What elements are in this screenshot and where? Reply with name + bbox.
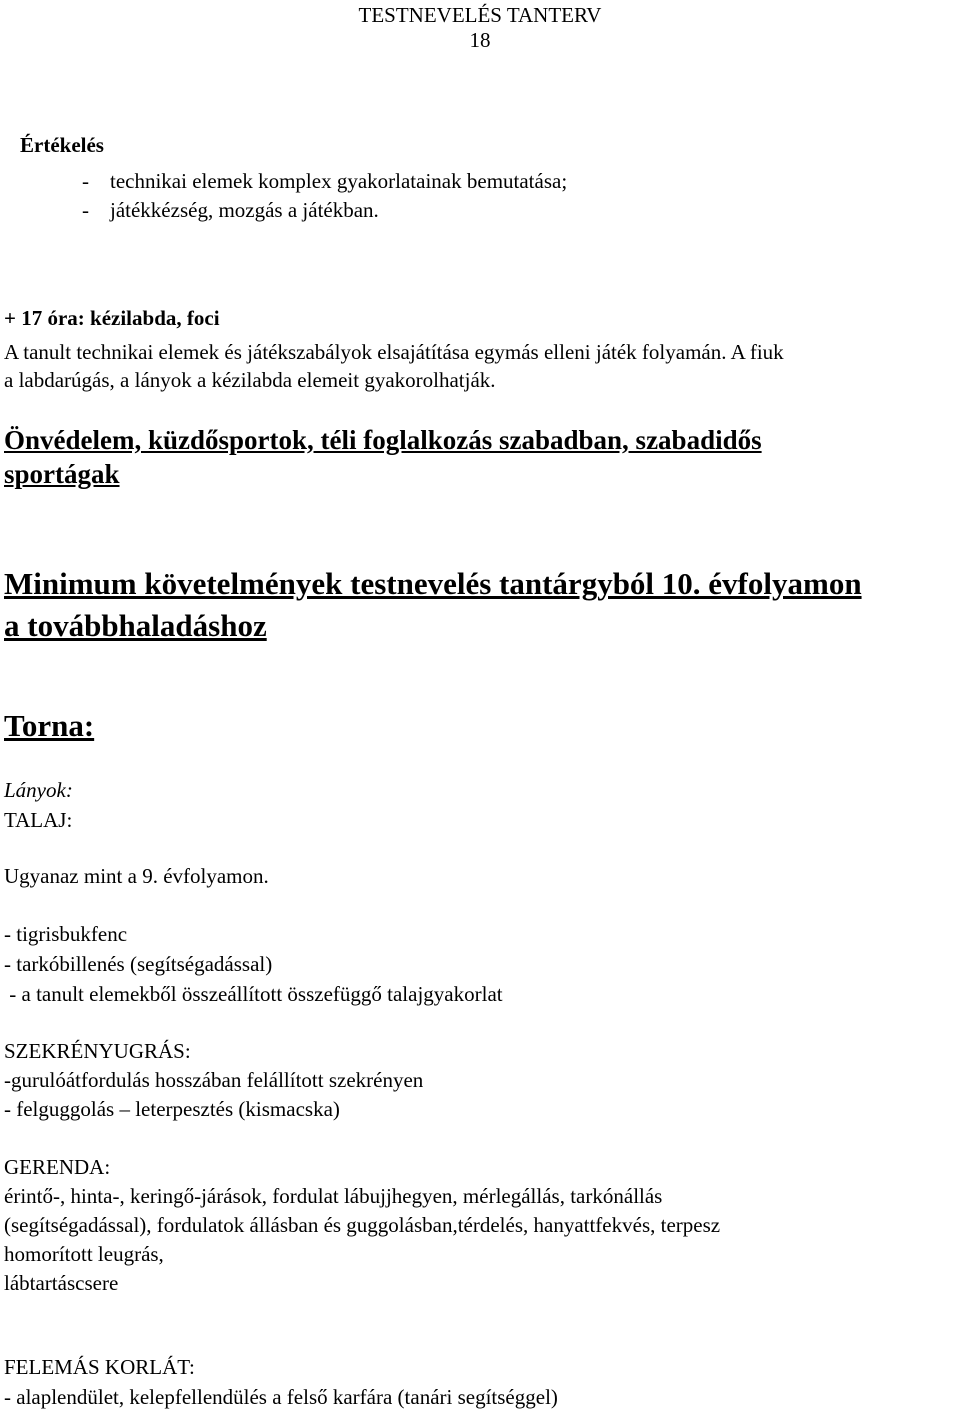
beam-line: lábtartáscsere <box>4 1271 119 1295</box>
floor-item: - tarkóbillenés (segítségadással) <box>4 952 273 976</box>
vault-item: -gurulóátfordulás hosszában felállított szekrényen <box>4 1068 424 1092</box>
ballgames-heading: + 17 óra: kézilabda, foci <box>4 306 220 330</box>
beam-label: GERENDA: <box>4 1155 111 1179</box>
floor-item: - a tanult elemekből összeállított összefüggő talajgyakorlat <box>4 982 503 1006</box>
uneven-bars-item: - alaplendület, kelepfellendülés a felső karfára (tanári segítséggel) <box>4 1385 558 1409</box>
self-defense-heading: Önvédelem, küzdősportok, téli foglalkozás szabadban, szabadidős <box>4 425 762 455</box>
uneven-bars-label: FELEMÁS KORLÁT: <box>4 1355 195 1379</box>
ballgames-line: a labdarúgás, a lányok a kézilabda elemeit gyakorolhatják. <box>4 368 496 392</box>
self-defense-heading-cont: sportágak <box>4 459 120 489</box>
beam-line: érintő-, hinta-, keringő-járások, fordulat lábujjhegyen, mérlegállás, tarkónállás <box>4 1184 663 1208</box>
evaluation-item <box>82 198 379 222</box>
ballgames-line: A tanult technikai elemek és játékszabályok elsajátítása egymás elleni játék folyamán. A fiuk <box>4 340 784 364</box>
vault-item: - felguggolás – leterpesztés (kismacska) <box>4 1097 340 1121</box>
floor-item: - tigrisbukfenc <box>4 922 128 946</box>
page-number: 18 <box>469 28 491 52</box>
minimum-requirements-heading-cont: a továbbhaladáshoz <box>4 608 267 643</box>
girls-label: Lányok: <box>4 778 73 802</box>
bullet-dash: - <box>82 198 89 222</box>
torna-heading: Torna: <box>4 708 95 743</box>
same-as-text: Ugyanaz mint a 9. évfolyamon. <box>4 864 269 888</box>
evaluation-item-text: játékkézség, mozgás a játékban. <box>110 198 379 222</box>
evaluation-item <box>82 169 567 193</box>
floor-label: TALAJ: <box>4 808 73 832</box>
evaluation-item-text: technikai elemek komplex gyakorlatainak bemutatása; <box>110 169 568 193</box>
vault-label: SZEKRÉNYUGRÁS: <box>4 1039 191 1063</box>
beam-line: (segítségadással), fordulatok állásban és guggolásban,térdelés, hanyattfekvés, terpesz <box>4 1213 721 1237</box>
bullet-dash: - <box>82 169 89 193</box>
evaluation-heading: Értékelés <box>20 133 104 157</box>
page-header-title: TESTNEVELÉS TANTERV <box>358 3 602 27</box>
beam-line: homorított leugrás, <box>4 1242 164 1266</box>
minimum-requirements-heading: Minimum követelmények testnevelés tantárgyból 10. évfolyamon <box>4 566 862 601</box>
